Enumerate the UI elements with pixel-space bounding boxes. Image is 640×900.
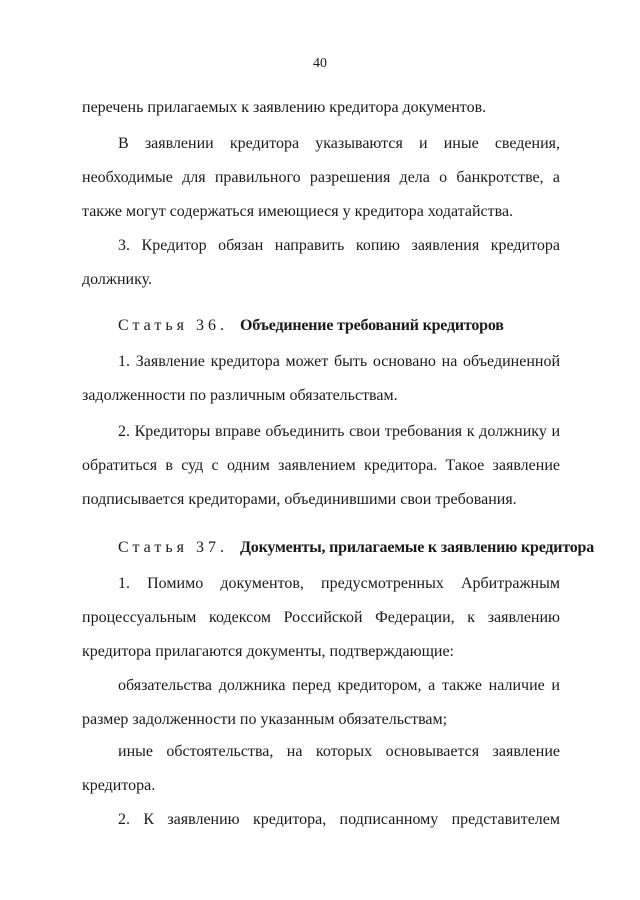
text-line: задолженности по различным обязательствам.: [82, 387, 398, 404]
text-line: кредитора прилагаются документы, подтверждающие:: [82, 643, 454, 660]
text-line: перечень прилагаемых к заявлению кредитора документов.: [82, 99, 487, 116]
article-37-label: Статья 37.: [118, 539, 228, 556]
text-line: обратиться в суд с одним заявлением кредитора. Такое заявление: [82, 457, 560, 474]
text-line: должнику.: [82, 271, 153, 288]
text-line: 2. К заявлению кредитора, подписанному представителем: [118, 811, 560, 828]
text-line: 1. Заявление кредитора может быть основано на объединенной: [118, 353, 560, 370]
text-line: также могут содержаться имеющиеся у кредитора ходатайства.: [82, 203, 514, 220]
article-36-title: Объединение требований кредиторов: [239, 317, 504, 334]
article-36-label: Статья 36.: [118, 317, 228, 334]
text-line: необходимые для правильного разрешения дела о банкротстве, а: [82, 169, 560, 186]
text-line: иные обстоятельства, на которых основывается заявление: [118, 743, 560, 760]
text-line: 2. Кредиторы вправе объединить свои требования к должнику и: [118, 423, 560, 440]
page-number: 40: [313, 56, 327, 71]
text-line: подписывается кредиторами, объединившими свои требования.: [82, 491, 517, 508]
text-line: процессуальным кодексом Российской Федерации, к заявлению: [82, 609, 560, 626]
article-37-title: Документы, прилагаемые к заявлению кредитора: [239, 539, 595, 556]
text-line: 3. Кредитор обязан направить копию заявления кредитора: [118, 237, 560, 254]
article-36-heading: [118, 316, 560, 336]
text-line: В заявлении кредитора указываются и иные сведения,: [118, 135, 560, 152]
text-line: кредитора.: [82, 777, 156, 794]
text-line: 1. Помимо документов, предусмотренных Арбитражным: [118, 575, 560, 592]
text-line: размер задолженности по указанным обязательствам;: [82, 711, 448, 728]
article-37-heading: [118, 538, 595, 558]
text-line: обязательства должника перед кредитором, а также наличие и: [118, 677, 560, 694]
